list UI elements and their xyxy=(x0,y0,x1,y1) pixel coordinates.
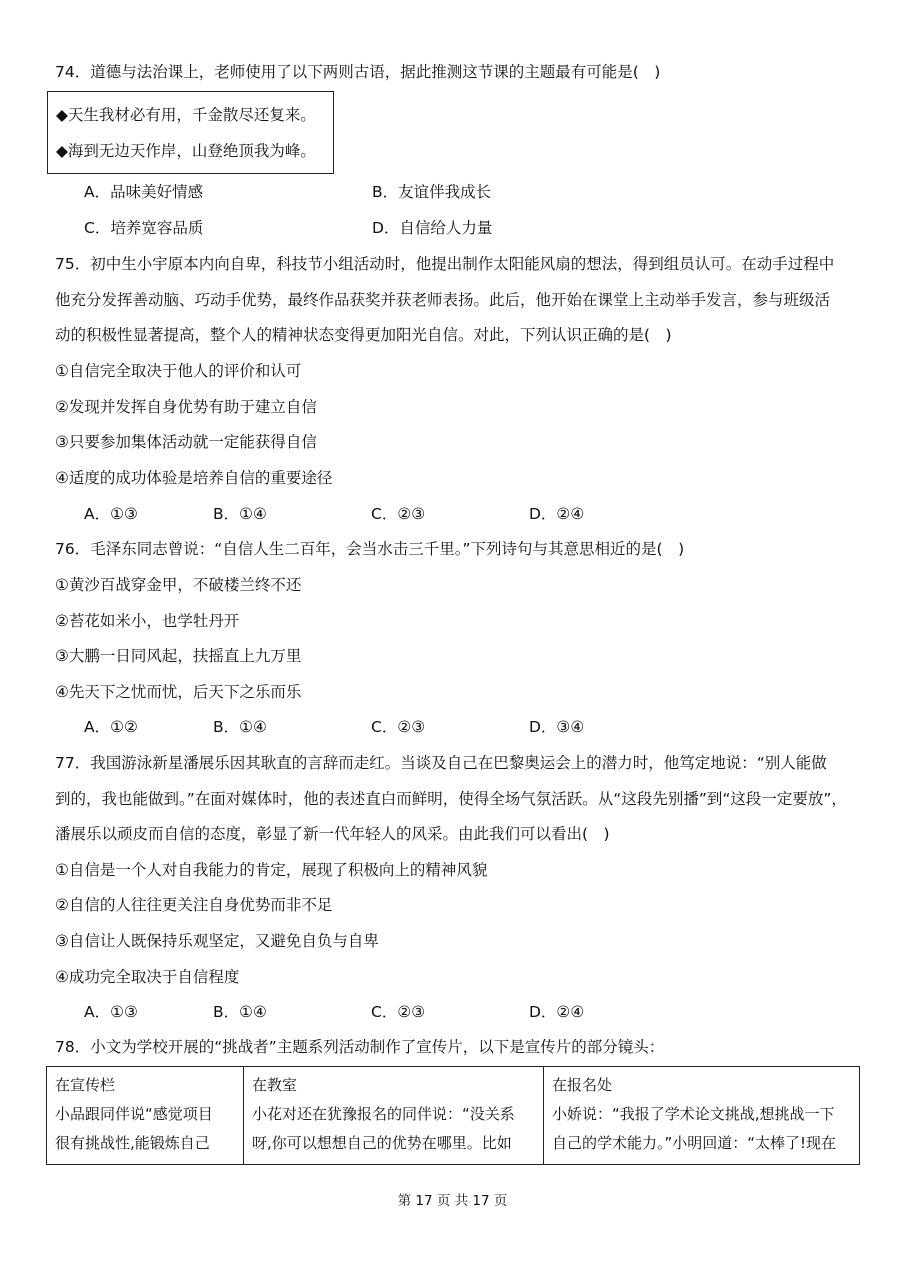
q75-statement-3: ③只要参加集体活动就一定能获得自信 xyxy=(55,433,317,451)
q78-scene-3-place: 在报名处 xyxy=(552,1076,613,1094)
q78-scene-2-place: 在教室 xyxy=(252,1076,298,1094)
q75-statement-1: ①自信完全取决于他人的评价和认可 xyxy=(55,362,302,380)
q78-scene-3-line-1: 小娇说：“我报了学术论文挑战,想挑战一下 xyxy=(552,1105,835,1123)
q76-stem: 76．毛泽东同志曾说：“自信人生二百年，会当水击三千里。”下列诗句与其意思相近的是( ) xyxy=(55,540,685,558)
q77-option-d: D．②④ xyxy=(529,1003,585,1021)
q75-option-b: B．①④ xyxy=(213,505,267,523)
q77-stem-line-3: 潘展乐以顽皮而自信的态度，彰显了新一代年轻人的风采。由此我们可以看出( ) xyxy=(55,825,610,843)
q74-option-b: B．友谊伴我成长 xyxy=(372,183,492,201)
q77-statement-4: ④成功完全取决于自信程度 xyxy=(55,968,240,986)
q74-stem: 74．道德与法治课上，老师使用了以下两则古语，据此推测这节课的主题最有可能是( ) xyxy=(55,63,661,81)
q75-option-a: A．①③ xyxy=(84,505,138,523)
q76-option-c: C．②③ xyxy=(371,718,426,736)
q76-option-b: B．①④ xyxy=(213,718,267,736)
q76-statement-2: ②苔花如米小，也学牡丹开 xyxy=(55,612,240,630)
q75-stem-line-3: 动的积极性显著提高，整个人的精神状态变得更加阳光自信。对此，下列认识正确的是( ) xyxy=(55,326,672,344)
q75-stem-line-2: 他充分发挥善动脑、巧动手优势，最终作品获奖并获老师表扬。此后，他开始在课堂上主动举手发言，参与班级活 xyxy=(55,291,831,309)
q76-statement-1: ①黄沙百战穿金甲，不破楼兰终不还 xyxy=(55,576,302,594)
q76-statement-4: ④先天下之忧而忧，后天下之乐而乐 xyxy=(55,683,302,701)
q74-option-a: A．品味美好情感 xyxy=(84,183,204,201)
q76-option-d: D．③④ xyxy=(529,718,585,736)
q77-option-b: B．①④ xyxy=(213,1003,267,1021)
q78-scene-3-line-2: 自己的学术能力。”小明回道：“太棒了!现在 xyxy=(552,1134,837,1152)
q78-scenes-table xyxy=(46,1066,860,1165)
q74-option-d: D．自信给人力量 xyxy=(372,219,493,237)
q74-quote-2: ◆海到无边天作岸，山登绝顶我为峰。 xyxy=(56,142,316,160)
q77-stem-line-2: 到的，我也能做到。”在面对媒体时，他的表述直白而鲜明，使得全场气氛活跃。从“这段先别播”到“这段一定要放”， xyxy=(55,790,847,808)
q78-scene-1-line-1: 小品跟同伴说“感觉项目 xyxy=(55,1105,213,1123)
q75-statement-4: ④适度的成功体验是培养自信的重要途径 xyxy=(55,469,333,487)
q78-stem: 78．小文为学校开展的“挑战者”主题系列活动制作了宣传片，以下是宣传片的部分镜头： xyxy=(55,1038,665,1056)
q75-option-c: C．②③ xyxy=(371,505,426,523)
q77-option-c: C．②③ xyxy=(371,1003,426,1021)
page-footer: 第 17 页 共 17 页 xyxy=(397,1193,508,1209)
q75-option-d: D．②④ xyxy=(529,505,585,523)
q78-scene-2-line-1: 小花对还在犹豫报名的同伴说：“没关系 xyxy=(252,1105,515,1123)
q77-option-a: A．①③ xyxy=(84,1003,138,1021)
q78-scene-2-line-2: 呀,你可以想想自己的优势在哪里。比如 xyxy=(252,1134,512,1152)
q77-statement-1: ①自信是一个人对自我能力的肯定，展现了积极向上的精神风貌 xyxy=(55,861,488,879)
q75-stem-line-1: 75．初中生小宇原本内向自卑，科技节小组活动时，他提出制作太阳能风扇的想法，得到组员认可。在动手过程中 xyxy=(55,255,835,273)
q77-statement-3: ③自信让人既保持乐观坚定，又避免自负与自卑 xyxy=(55,932,379,950)
q77-stem-line-1: 77．我国游泳新星潘展乐因其耿直的言辞而走红。当谈及自己在巴黎奥运会上的潜力时，他笃定地说：“别人能做 xyxy=(55,754,827,772)
q78-scene-2 xyxy=(244,1067,544,1165)
q76-option-a: A．①② xyxy=(84,718,138,736)
q78-scene-1-line-2: 很有挑战性,能锻炼自己 xyxy=(55,1134,210,1152)
q74-quote-box xyxy=(47,91,334,174)
q76-statement-3: ③大鹏一日同风起，扶摇直上九万里 xyxy=(55,647,302,665)
q77-statement-2: ②自信的人往往更关注自身优势而非不足 xyxy=(55,896,333,914)
q74-option-c: C．培养宽容品质 xyxy=(84,219,204,237)
q75-statement-2: ②发现并发挥自身优势有助于建立自信 xyxy=(55,398,317,416)
q78-scene-3 xyxy=(544,1067,860,1165)
q74-quote-1: ◆天生我材必有用，千金散尽还复来。 xyxy=(56,106,316,124)
q78-scene-1-place: 在宣传栏 xyxy=(55,1076,116,1094)
q78-scene-1 xyxy=(47,1067,244,1165)
